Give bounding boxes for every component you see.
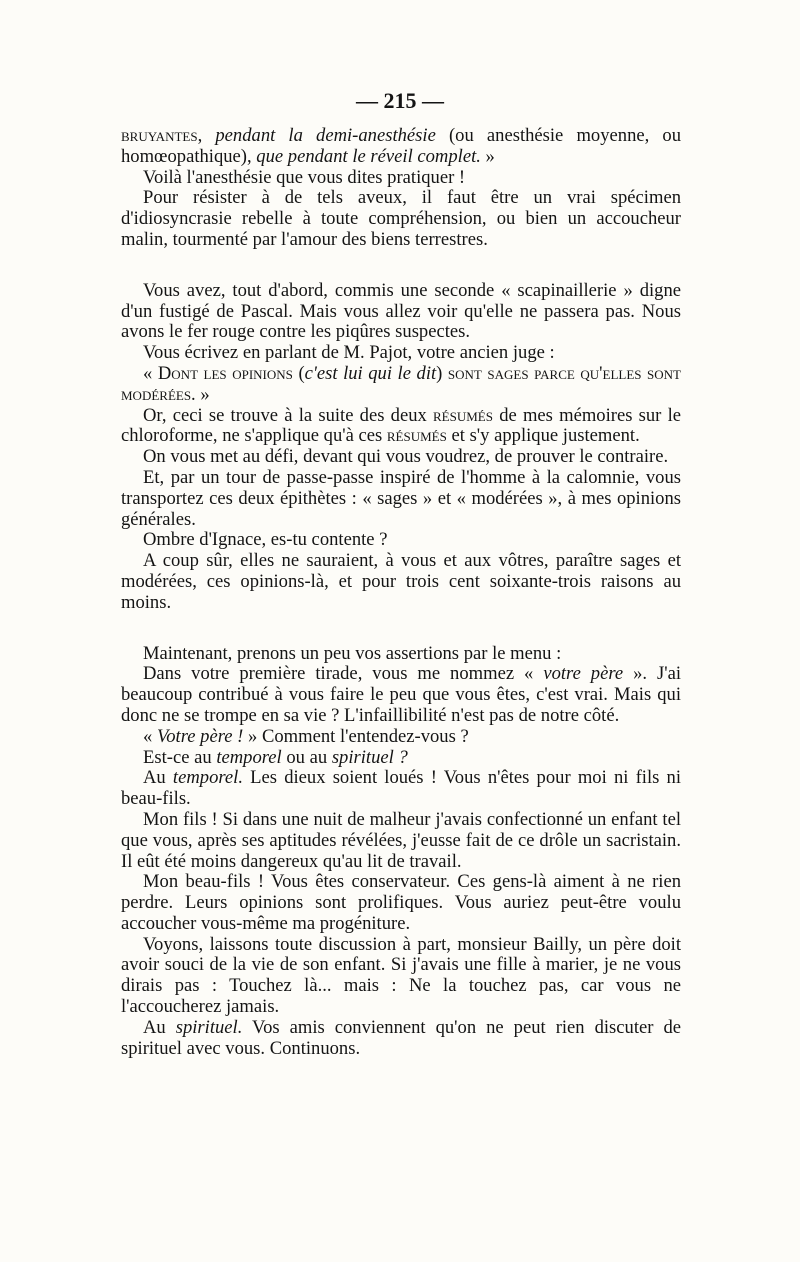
paragraph-p20 — [121, 1018, 681, 1060]
paragraph-p14 — [121, 727, 681, 748]
paragraph-p8 — [121, 447, 681, 468]
text-run: Mon fils ! Si dans une nuit de malheur j'avais confectionné un enfant tel que vous, après ses aptitudes révélées, j'eusse fait de ce drôle un sacristain. Il eût été moins dangereux qu'au lit de travail. — [121, 808, 681, 872]
text-run: Au — [143, 767, 173, 789]
text-run: votre père — [543, 663, 624, 685]
text-run: (ou anesthésie moyenne, ou homœopathique), — [121, 125, 682, 167]
text-run: ou au — [281, 746, 332, 768]
text-run: sont sages parce qu'elles sont modérées. — [121, 362, 682, 405]
paragraph-p1 — [121, 126, 681, 168]
text-run: Or, ceci se trouve à la suite des deux — [143, 404, 434, 426]
text-run: spirituel. — [175, 1016, 243, 1038]
paragraph-p13 — [121, 664, 681, 726]
paragraph-p18 — [121, 872, 681, 934]
text-run: On vous met au défi, devant qui vous voudrez, de prouver le contraire. — [143, 446, 669, 468]
paragraph-p6 — [121, 364, 681, 406]
paragraph-p4 — [121, 281, 681, 343]
paragraph-p11 — [121, 551, 681, 613]
text-run: et s'y applique justement. — [446, 425, 640, 447]
text-run: « — [143, 725, 157, 747]
text-run: Voilà l'anesthésie que vous dites pratiquer ! — [143, 166, 466, 188]
text-run: temporel — [216, 746, 282, 768]
text-run: de mes mémoires sur le chloroforme, ne s'applique qu'à ces — [121, 404, 681, 447]
text-run: Vous avez, tout d'abord, commis une seconde « scapinaillerie » digne d'un fustigé de Pascal. Mais vous allez voir qu'elle ne passera pas. Nous avons le fer rouge contre les piqûres suspectes. — [121, 279, 681, 343]
text-run: Vous écrivez en parlant de M. Pajot, votre ancien juge : — [143, 342, 555, 364]
text-run: Dans votre première tirade, vous me nommez « — [143, 663, 544, 685]
text-run: Est-ce au — [143, 746, 217, 768]
text-run: bruyantes — [121, 125, 198, 146]
paragraph-p16 — [121, 768, 681, 810]
paragraph-p9 — [121, 468, 681, 530]
text-run: Voyons, laissons toute discussion à part, monsieur Bailly, un père doit avoir souci de la vie de son enfant. Si j'avais une fille à marier, je ne vous dirais pas : Touchez là... mais : Ne la touchez pas, car vous ne l'accoucherez jamais. — [121, 933, 681, 1018]
text-run: , — [197, 125, 216, 146]
text-run: Vos amis conviennent qu'on ne peut rien discuter de spirituel avec vous. Continuons. — [121, 1016, 682, 1059]
paragraph-p2 — [121, 168, 681, 189]
text-run: Dont les opinions — [157, 362, 293, 384]
body-text — [121, 126, 681, 1059]
paragraph-p10 — [121, 530, 681, 551]
text-run: » — [480, 145, 495, 167]
text-run: que pendant le réveil complet. — [256, 145, 481, 167]
text-run: A coup sûr, elles ne sauraient, à vous et aux vôtres, paraître sages et modérées, ces opinions-là, et pour trois cent soixante-trois raisons au moins. — [121, 550, 681, 613]
text-run: temporel. — [172, 767, 243, 789]
text-run: » — [195, 383, 210, 405]
paragraph-p17 — [121, 810, 681, 872]
text-run: » Comment l'entendez-vous ? — [243, 725, 469, 747]
text-run: Maintenant, prenons un peu vos assertions par le menu : — [143, 642, 562, 664]
paragraph-p5 — [121, 343, 681, 364]
text-run: Pour résister à de tels aveux, il faut être un vrai spécimen d'idiosyncrasie rebelle à toute compréhension, ou bien un accoucheur malin, tourmenté par l'amour des biens terrestres. — [121, 187, 681, 250]
text-run: Ombre d'Ignace, es-tu contente ? — [143, 529, 388, 551]
text-run: pendant la demi-anesthésie — [215, 125, 436, 146]
text-run: Les dieux soient loués ! Vous n'êtes pour moi ni fils ni beau-fils. — [121, 767, 681, 810]
text-run: Votre père ! — [156, 725, 244, 747]
text-run: ( — [292, 362, 305, 384]
text-run: Au — [143, 1016, 176, 1038]
text-run: résumés — [386, 425, 447, 447]
paragraph-p7 — [121, 406, 681, 448]
text-run: spirituel ? — [331, 746, 408, 768]
paragraph-p15 — [121, 748, 681, 769]
paragraph-p19 — [121, 935, 681, 1018]
paragraph-p12 — [121, 644, 681, 665]
page-number: — 215 — — [356, 88, 444, 113]
text-run: ». J'ai beaucoup contribué à vous faire le peu que vous êtes, c'est vrai. Mais qui donc ne se trompe en sa vie ? L'infaillibilité n'est pas de notre côté. — [121, 663, 682, 726]
text-run: « — [143, 362, 158, 384]
text-run: ) — [436, 362, 448, 384]
text-run: Et, par un tour de passe-passe inspiré de l'homme à la calomnie, vous transportez ces deux épithètes : « sages » et « modérées », à mes opinions générales. — [121, 466, 681, 530]
text-run: résumés — [433, 404, 493, 426]
text-run: Mon beau-fils ! Vous êtes conservateur. Ces gens-là aiment à ne rien perdre. Leurs opinions sont prolifiques. Vous auriez peut-être voulu accoucher vous-même ma progéniture. — [121, 871, 681, 934]
text-run: c'est lui qui le dit — [304, 362, 437, 384]
paragraph-p3 — [121, 188, 681, 250]
